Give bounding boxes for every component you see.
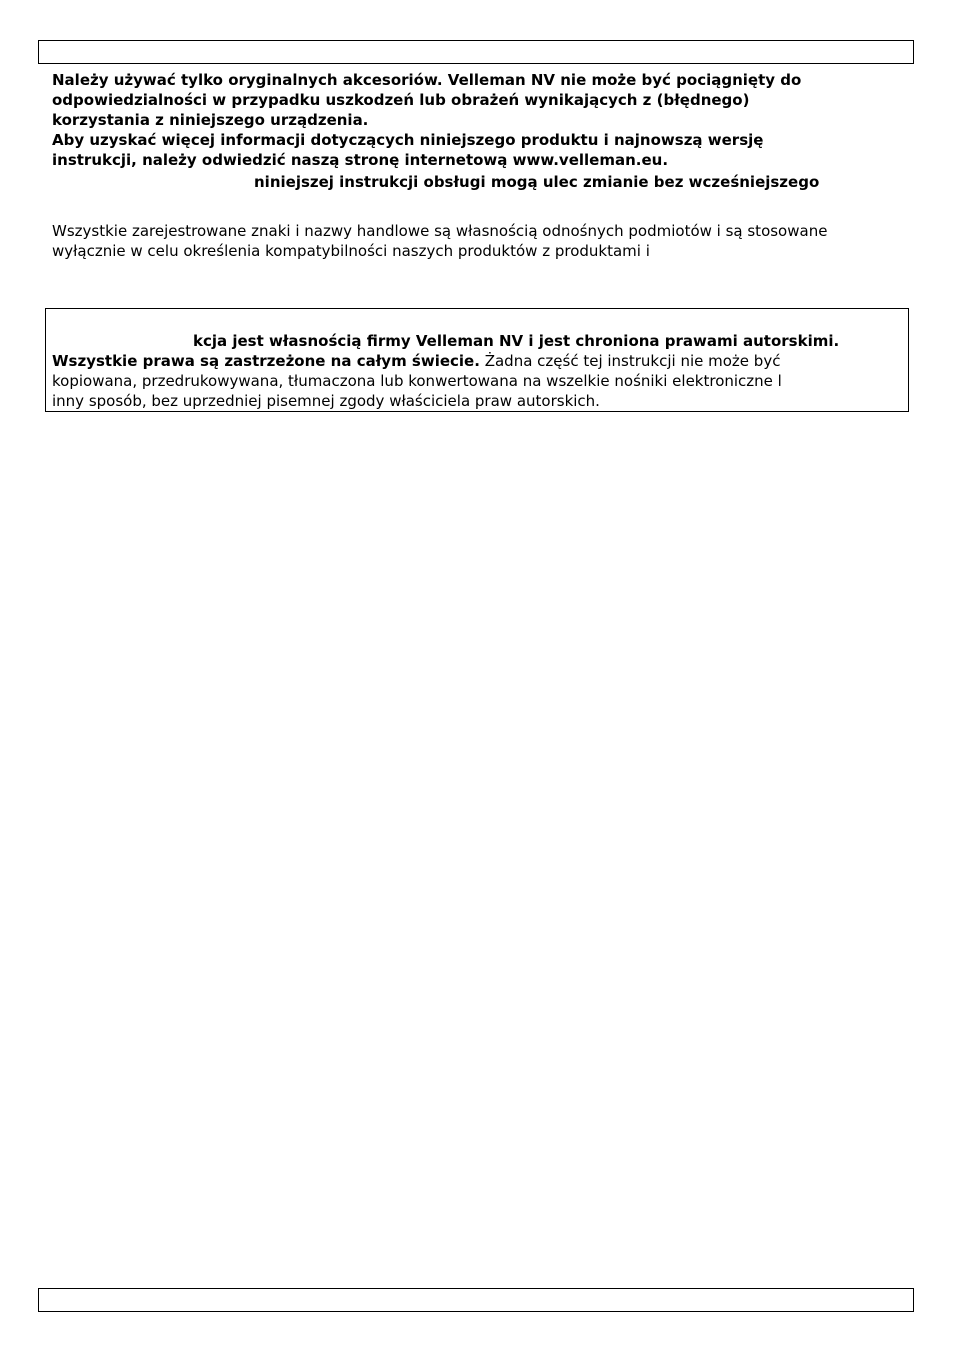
copyright-no-part: Żadna część tej instrukcji nie może być [479, 352, 781, 370]
trademarks-notice: Wszystkie zarejestrowane znaki i nazwy handlowe są własnością odnośnych podmiotów i są stosowane wyłącznie w celu określenia kompatybilności naszych produktów z produktami i [52, 222, 828, 260]
changes-notice: niniejszej instrukcji obsługi mogą ulec zmianie bez wcześniejszego [254, 173, 820, 191]
copyright-body [52, 351, 892, 411]
copyright-rights-reserved: Wszystkie prawa są zastrzeżone na całym świecie. [52, 352, 480, 370]
more-info-notice: Aby uzyskać więcej informacji dotyczących niniejszego produktu i najnowszą wersję instrukcji, należy odwiedzić naszą stronę internetową www.velleman.eu. [52, 131, 764, 169]
copyright-line-1: kcja jest własnością firmy Velleman NV i jest chroniona prawami autorskimi. [193, 332, 840, 350]
page-footer-box [38, 1288, 914, 1312]
copyright-line-3: kopiowana, przedrukowywana, tłumaczona lub konwertowana na wszelkie nośniki elektroniczne l [52, 372, 782, 390]
copyright-line-2 [52, 351, 892, 371]
page-header-box [38, 40, 914, 64]
copyright-line-4: inny sposób, bez uprzedniej pisemnej zgody właściciela praw autorskich. [52, 392, 600, 410]
copyright-box [45, 308, 909, 412]
accessories-notice: Należy używać tylko oryginalnych akcesoriów. Velleman NV nie może być pociągnięty do odpowiedzialności w przypadku uszkodzeń lub obrażeń wynikających z (błędnego) korzystania z niniejszego urządzenia. [52, 71, 802, 129]
